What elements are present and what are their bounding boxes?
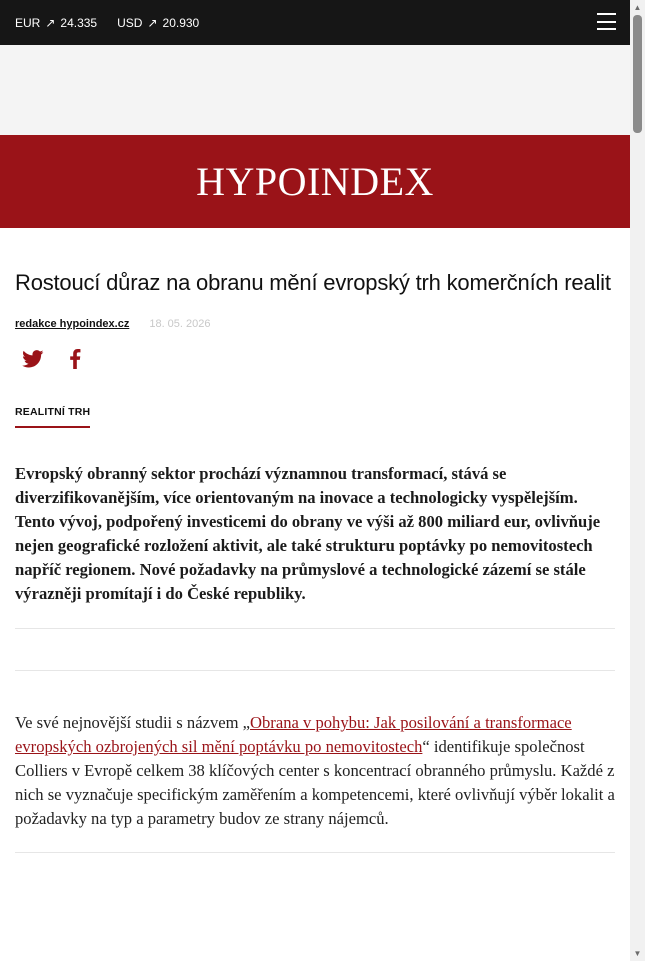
scroll-down-arrow-icon[interactable]: ▼ bbox=[633, 949, 642, 958]
twitter-icon[interactable] bbox=[22, 350, 44, 368]
article bbox=[15, 228, 615, 853]
study-link[interactable]: Obrana v pohybu: Jak posilování a transformace evropských ozbrojených sil mění poptávku po nemovitostech bbox=[15, 713, 572, 756]
share-buttons bbox=[15, 348, 615, 370]
paragraph-text: “ identifikuje společnost Colliers v Evropě celkem 38 klíčových center s koncentrací obranného průmyslu. Každé z nich se vyznačuje specifickým zaměřením a kompetencemi, které ovlivňují výběr lokalit a požadavky na typ a parametry budov ze strany nájemců. bbox=[15, 737, 615, 828]
paragraph-text: Ve své nejnovější studii s názvem „ bbox=[15, 713, 251, 732]
arrow-up-right-icon: ↗ bbox=[147, 15, 158, 30]
vertical-scrollbar[interactable] bbox=[630, 0, 645, 961]
article-title: Rostoucí důraz na obranu mění evropský trh komerčních realit bbox=[15, 270, 611, 295]
article-perex: Evropský obranný sektor prochází významnou transformací, stává se diverzifikovanějším, více orientovaným na inovace a technologicky vyspělejším. Tento vývoj, podpořený investicemi do obrany ve výši až 800 miliard eur, ovlivňuje nejen geografické rozložení aktivit, ale také strukturu poptávky po nemovitostech napříč regionem. Nové požadavky na průmyslové a technologické zázemí se stále výrazněji promítají i do České republiky. bbox=[15, 464, 601, 603]
scrollbar-thumb[interactable] bbox=[633, 15, 642, 133]
top-bar bbox=[0, 0, 630, 45]
brand-banner bbox=[0, 135, 630, 228]
arrow-up-right-icon: ↗ bbox=[45, 15, 56, 30]
facebook-icon[interactable] bbox=[69, 349, 81, 369]
currency-label: EUR bbox=[15, 15, 41, 30]
exchange-rate-eur bbox=[15, 16, 97, 30]
ad-placeholder bbox=[0, 45, 630, 135]
author-link[interactable]: redakce hypoindex.cz bbox=[15, 318, 130, 330]
article-paragraph bbox=[15, 711, 615, 831]
currency-label: USD bbox=[117, 15, 143, 30]
hamburger-menu-icon[interactable] bbox=[597, 13, 616, 30]
category-tag[interactable]: REALITNÍ TRH bbox=[15, 406, 90, 428]
exchange-rate-usd bbox=[117, 16, 199, 30]
publish-date: 18. 05. 2026 bbox=[149, 318, 211, 330]
rate-value: 24.335 bbox=[60, 15, 98, 30]
rate-value: 20.930 bbox=[162, 15, 200, 30]
site-logo[interactable]: HYPOINDEX bbox=[196, 159, 434, 204]
divider bbox=[15, 852, 615, 853]
divider bbox=[15, 628, 615, 629]
article-meta bbox=[15, 318, 615, 330]
scroll-up-arrow-icon[interactable]: ▲ bbox=[633, 3, 642, 12]
divider bbox=[15, 670, 615, 671]
